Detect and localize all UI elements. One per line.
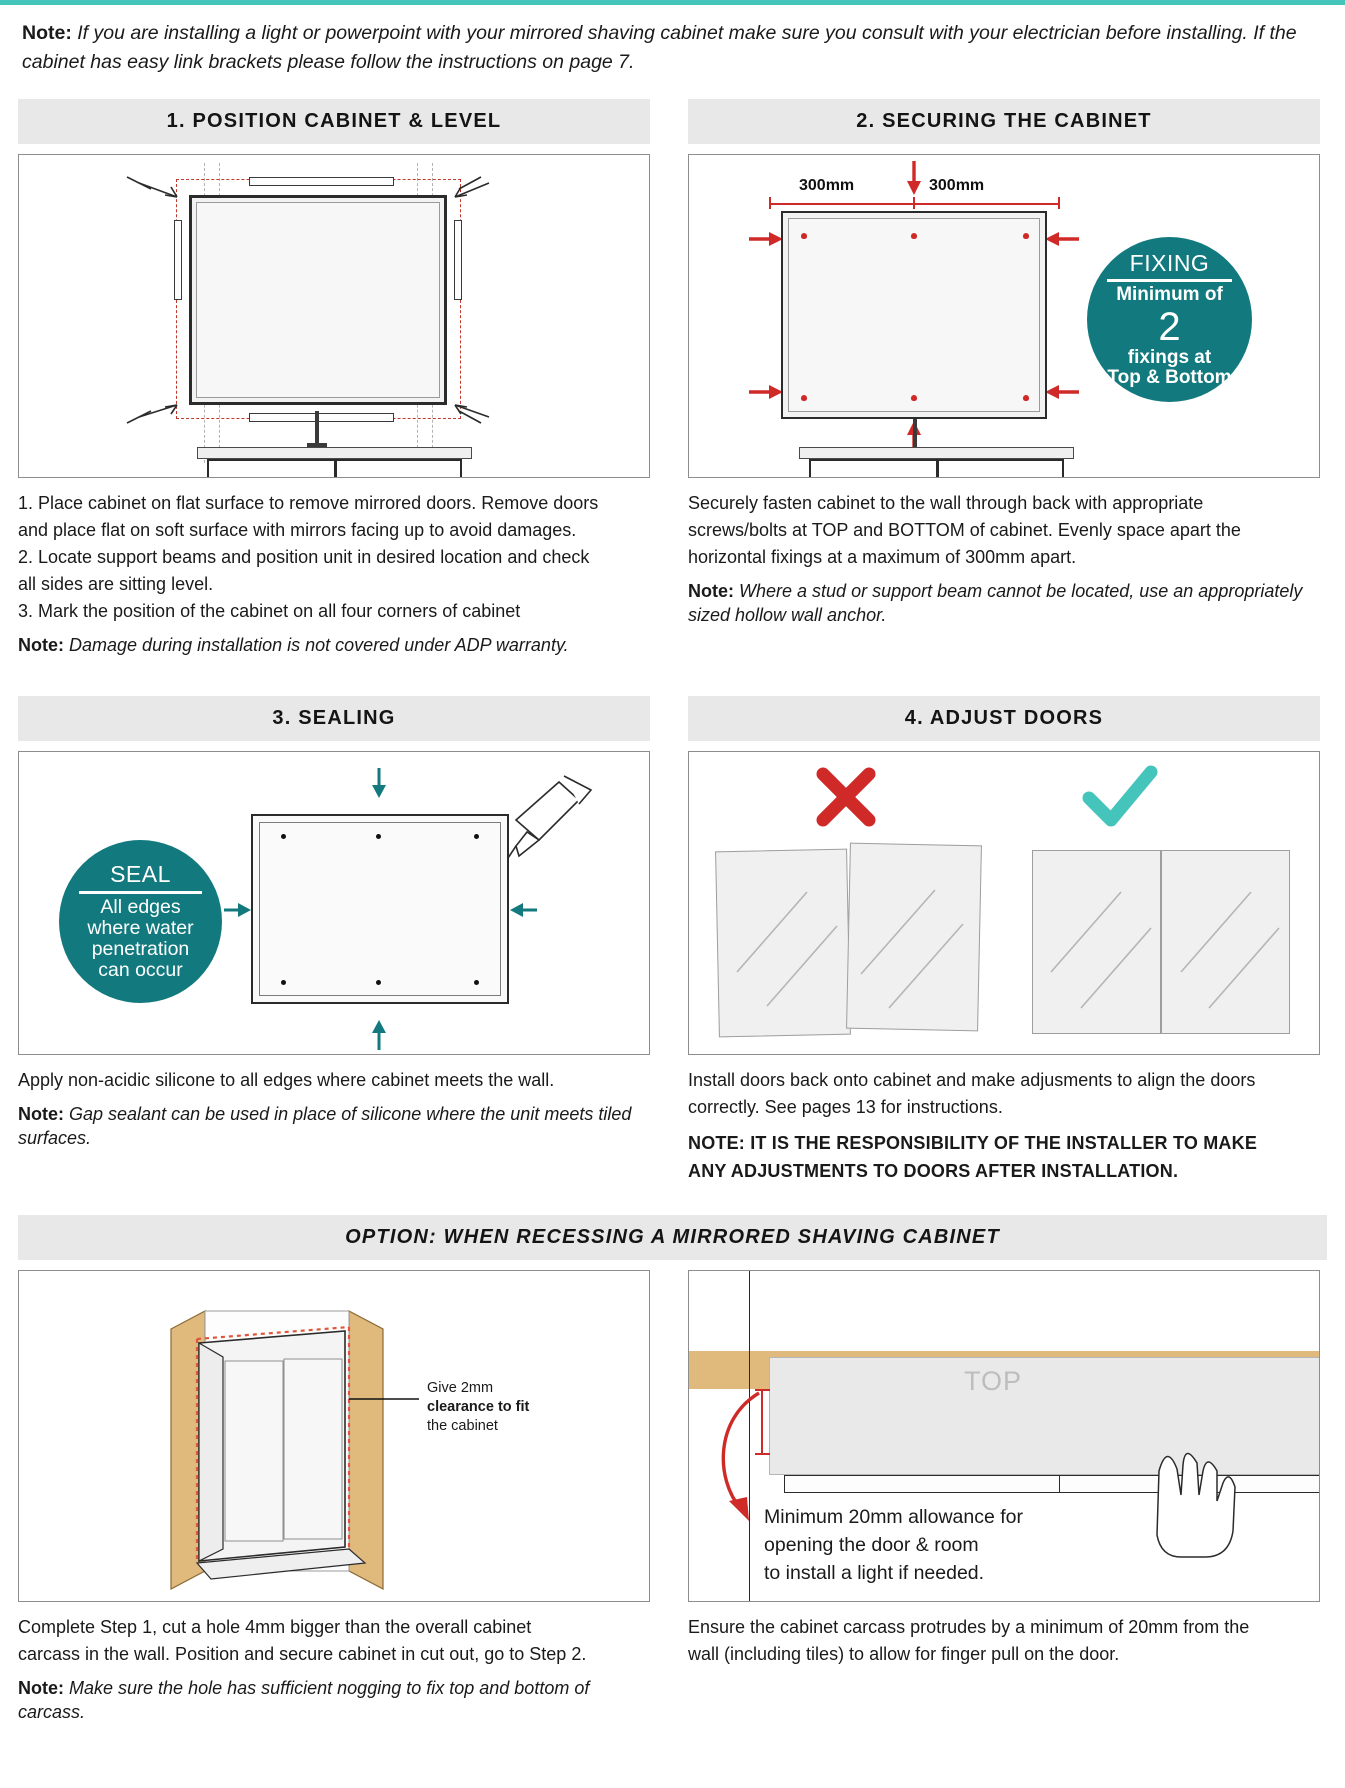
note-text: Gap sealant can be used in place of silicone where the unit meets tiled surfaces. [18, 1104, 632, 1148]
steps-row-2 [18, 696, 1327, 1187]
bold-note-line: NOTE: IT IS THE RESPONSIBILITY OF THE INSTALLER TO MAKE [688, 1133, 1258, 1153]
seal-badge-line2: where water [87, 916, 194, 939]
step-3-figure [18, 751, 650, 1055]
seal-badge [59, 840, 222, 1003]
step-1-figure [18, 154, 650, 478]
step-1-note [18, 633, 650, 657]
dimension-right-label: 300mm [929, 177, 985, 194]
note-text: Damage during installation is not covered under ADP warranty. [69, 635, 569, 655]
fixing-badge-divider [1107, 279, 1232, 282]
bottom-bracket [249, 413, 394, 422]
step-4-block [688, 696, 1320, 1187]
seal-badge-title: SEAL [110, 861, 171, 888]
step-4-figure [688, 751, 1320, 1055]
step-4-bold-note [688, 1131, 1320, 1184]
caption-line: 2. Locate support beams and position unit in desired location and check [18, 547, 590, 567]
note-label: Note: [18, 1678, 64, 1698]
recess-right-figure [688, 1270, 1320, 1602]
cross-icon [823, 774, 869, 820]
caption-line: all sides are sitting level. [18, 574, 214, 594]
step-3-block [18, 696, 650, 1187]
dimension-left-label: 300mm [799, 177, 855, 194]
option-left-note [18, 1676, 650, 1724]
caption-line: Apply non-acidic silicone to all edges where cabinet meets the wall. [18, 1070, 555, 1090]
allowance-line-3: to install a light if needed. [764, 1562, 985, 1584]
option-heading: OPTION: WHEN RECESSING A MIRRORED SHAVING CABINET [18, 1215, 1327, 1260]
allowance-annotation [764, 1503, 1023, 1587]
step-3-note [18, 1102, 650, 1150]
step-4-caption [688, 1068, 1320, 1184]
option-right-block [688, 1270, 1320, 1727]
top-note [18, 5, 1327, 77]
option-row [18, 1270, 1327, 1727]
fixing-badge-line1: Minimum of [1116, 284, 1223, 306]
allowance-line-2: opening the door & room [764, 1534, 979, 1556]
caption-line: horizontal fixings at a maximum of 300mm apart. [688, 547, 1077, 567]
option-right-caption [688, 1615, 1320, 1666]
callout-line-2: clearance to fit [427, 1399, 530, 1415]
top-bracket [249, 177, 394, 186]
top-note-text: If you are installing a light or powerpoint with your mirrored shaving cabinet make sure you consult with your electrician before installing. If the cabinet has easy link brackets please follow the instructions on page 7. [22, 22, 1297, 73]
step-1-block [18, 99, 650, 660]
callout-line-1: Give 2mm [427, 1380, 494, 1396]
clearance-callout [427, 1379, 529, 1436]
check-icon [1089, 772, 1151, 820]
fixing-badge-title: FIXING [1129, 249, 1210, 276]
seal-badge-divider [79, 891, 203, 894]
door-misaligned-right [846, 843, 982, 1032]
recess-perspective-drawing [19, 1271, 650, 1601]
clearance-measure [761, 1391, 763, 1455]
step-1-caption [18, 491, 650, 657]
allowance-line-1: Minimum 20mm allowance for [764, 1506, 1023, 1528]
step-1-heading: 1. POSITION CABINET & LEVEL [18, 99, 650, 144]
step-4-heading: 4. ADJUST DOORS [688, 696, 1320, 741]
option-left-block [18, 1270, 650, 1727]
note-text: Make sure the hole has sufficient nogging to fix top and bottom of carcass. [18, 1678, 590, 1722]
fixing-badge-line3: Top & Bottom [1107, 366, 1232, 388]
caption-line: Complete Step 1, cut a hole 4mm bigger than the overall cabinet [18, 1617, 532, 1637]
caption-line: correctly. See pages 13 for instructions. [688, 1097, 1003, 1117]
vanity-top [197, 447, 472, 459]
step-3-caption [18, 1068, 650, 1150]
caption-line: wall (including tiles) to allow for finger pull on the door. [688, 1644, 1120, 1664]
fixing-badge-line2: fixings at [1127, 346, 1212, 368]
top-label: TOP [964, 1366, 1023, 1396]
caption-line: 3. Mark the position of the cabinet on all four corners of cabinet [18, 601, 521, 621]
caption-line: Ensure the cabinet carcass protrudes by a minimum of 20mm from the [688, 1617, 1250, 1637]
cabinet-carcass-top-view [769, 1357, 1320, 1475]
caption-line: 1. Place cabinet on flat surface to remove mirrored doors. Remove doors [18, 493, 599, 513]
caption-line: Securely fasten cabinet to the wall through back with appropriate [688, 493, 1204, 513]
callout-line-3: the cabinet [427, 1418, 498, 1434]
note-label: Note: [18, 1104, 64, 1124]
caption-line: and place flat on soft surface with mirrors facing up to avoid damages. [18, 520, 577, 540]
note-label: Note: [18, 635, 64, 655]
step-3-heading: 3. SEALING [18, 696, 650, 741]
steps-row-1 [18, 99, 1327, 660]
door-aligned-left [1032, 850, 1161, 1034]
step-2-heading: 2. SECURING THE CABINET [688, 99, 1320, 144]
note-label: Note: [688, 581, 734, 601]
fixing-badge-number: 2 [1158, 304, 1181, 349]
option-section [18, 1215, 1327, 1727]
fixing-badge [1087, 237, 1252, 402]
option-left-caption [18, 1615, 650, 1724]
door-aligned-right [1161, 850, 1290, 1034]
note-text: Where a stud or support beam cannot be located, use an appropriately sized hollow wall anchor. [688, 581, 1303, 625]
top-note-label: Note: [22, 22, 72, 44]
step-2-block [688, 99, 1320, 660]
seal-badge-line4: can occur [98, 958, 183, 981]
caption-line: screws/bolts at TOP and BOTTOM of cabinet. Evenly space apart the [688, 520, 1241, 540]
step-2-caption [688, 491, 1320, 627]
step-2-note [688, 579, 1320, 627]
door-misaligned-left [715, 849, 851, 1038]
seal-badge-line3: penetration [91, 937, 190, 960]
recess-left-figure [18, 1270, 650, 1602]
caption-line: carcass in the wall. Position and secure cabinet in cut out, go to Step 2. [18, 1644, 587, 1664]
bold-note-line: ANY ADJUSTMENTS TO DOORS AFTER INSTALLATION. [688, 1161, 1179, 1181]
step-2-figure [688, 154, 1320, 478]
caption-line: Install doors back onto cabinet and make adjusments to align the doors [688, 1070, 1256, 1090]
seal-badge-line1: All edges [100, 896, 181, 919]
